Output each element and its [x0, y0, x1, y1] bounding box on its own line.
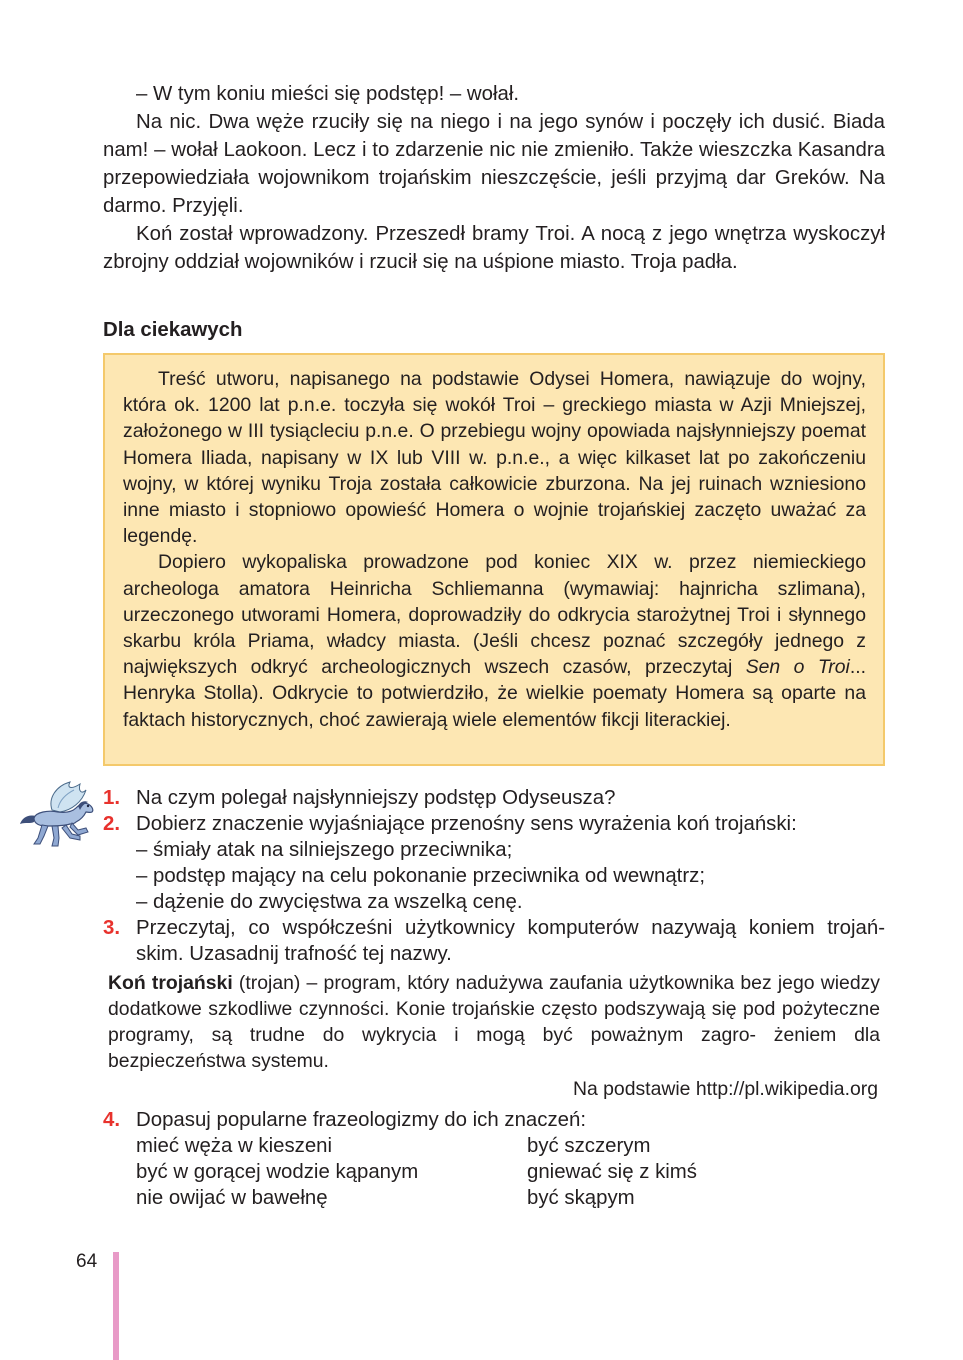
phrase-left: mieć węża w kieszeni [136, 1135, 333, 1157]
info-paragraph [123, 549, 866, 732]
info-paragraph: Treść utworu, napisanego na podstawie Odysei Homera, nawiązuje do wojny, która ok. 1200 lat p.n.e. toczyła się wokół Troi – greckiego miasta w Azji Mniejszej, założonego w III tysiącleciu p.n.e. O przebiegu wojny opowiada najsłynniejszy poemat Homera Iliada, napisany w IX lub VIII w. p.n.e., a więc kilkaset lat po zakończeniu wojny, w której wyniku Troja została całkowicie zburzona. Na jej ruinach wzniesiono inne miasto i stopniowo opowieść Homera o wojnie trojańskiej zaczęto uważać za legendę. [123, 368, 866, 548]
info-text: Dopiero wykopaliska prowadzone pod koniec XIX w. przez niemieckiego archeologa amatora Heinricha Schliemanna (wymawiaj: hajnricha szlimana), urzeczonego utworami Homera, doprowadziły do odkrycia starożytnej Troi i słynnego skarbu króla Priama, władcy miasta. (Jeśli chcesz poznać szczegóły jednego z największych odkryć archeologicznych wszech czasów, przeczytaj [123, 551, 866, 679]
task-3 [103, 915, 885, 967]
task-2-option: – śmiały atak na silniejszego przeciwnika; [136, 839, 513, 861]
task-2-option: – dążenie do zwycięstwa za wszelką cenę. [136, 891, 523, 913]
task-text: Na czym polegał najsłynniejszy podstęp Odyseusza? [136, 787, 616, 809]
story-paragraph: – W tym koniu mieści się podstęp! – wołał. [136, 83, 520, 105]
definition-text: (trojan) – program, który nadużywa zaufania użytkownika bez jego wiedzy dodatkowe szkodliwe czynności. Konie trojańskie często podszywają się pod pożyteczne programy, są trudne do wykrycia i mogą być poważnym zagro- żeniem dla bezpieczeństwa systemu. [108, 972, 880, 1072]
task-4 [103, 1107, 885, 1133]
task-text: Dobierz znaczenie wyjaśniające przenośny sens wyrażenia koń trojański: [136, 813, 797, 835]
info-box [103, 353, 885, 766]
task-number: 4. [103, 1109, 121, 1131]
phrase-left: być w gorącej wodzie kąpanym [136, 1161, 419, 1183]
task-text: Dopasuj popularne frazeologizmy do ich znaczeń: [136, 1109, 586, 1131]
task-number: 1. [103, 787, 121, 809]
page-number: 64 [76, 1251, 98, 1272]
story-paragraph: Na nic. Dwa węże rzuciły się na niego i na jego synów i poczęły ich dusić. Biada nam! – wołał Laokoon. Lecz i to zdarzenie nic nie zmieniło. Także wieszczka Kasandra przepowiedziała wojownikom trojańskim nieszczęście, jeśli przyjmą dar Greków. Na darmo. Przyjęli. [103, 111, 885, 217]
task-2 [103, 811, 885, 837]
info-text: ... Henryka Stolla). Odkrycie to potwierdziło, że wielkie poematy Homera są oparte na faktach historycznych, choć zawierają wiele elementów fikcji literackiej. [123, 656, 866, 731]
definition-term: Koń trojański [108, 972, 233, 994]
task-1 [103, 785, 885, 811]
task-number: 3. [103, 917, 121, 939]
definition-block [108, 970, 880, 1074]
source-note: Na podstawie http://pl.wikipedia.org [572, 1078, 878, 1100]
page-margin-bar [113, 1252, 119, 1360]
story-text [103, 80, 885, 276]
book-title: Sen o Troi [745, 656, 850, 679]
phrase-right: być skąpym [527, 1187, 635, 1209]
section-heading: Dla ciekawych [103, 319, 243, 341]
task-number: 2. [103, 813, 121, 835]
phrase-right: gniewać się z kimś [527, 1161, 697, 1183]
phrase-left: nie owijać w bawełnę [136, 1187, 328, 1209]
pegasus-horse-icon [18, 780, 100, 848]
task-2-option: – podstęp mający na celu pokonanie przeciwnika od wewnątrz; [136, 865, 705, 887]
story-paragraph: Koń został wprowadzony. Przeszedł bramy Troi. A nocą z jego wnętrza wyskoczył zbrojny oddział wojowników i rzucił się na uśpione miasto. Troja padła. [103, 223, 885, 273]
task-text: Przeczytaj, co współcześni użytkownicy komputerów nazywają koniem trojań- skim. Uzasadnij trafność tej nazwy. [136, 917, 885, 965]
phrase-right: być szczerym [527, 1135, 651, 1157]
